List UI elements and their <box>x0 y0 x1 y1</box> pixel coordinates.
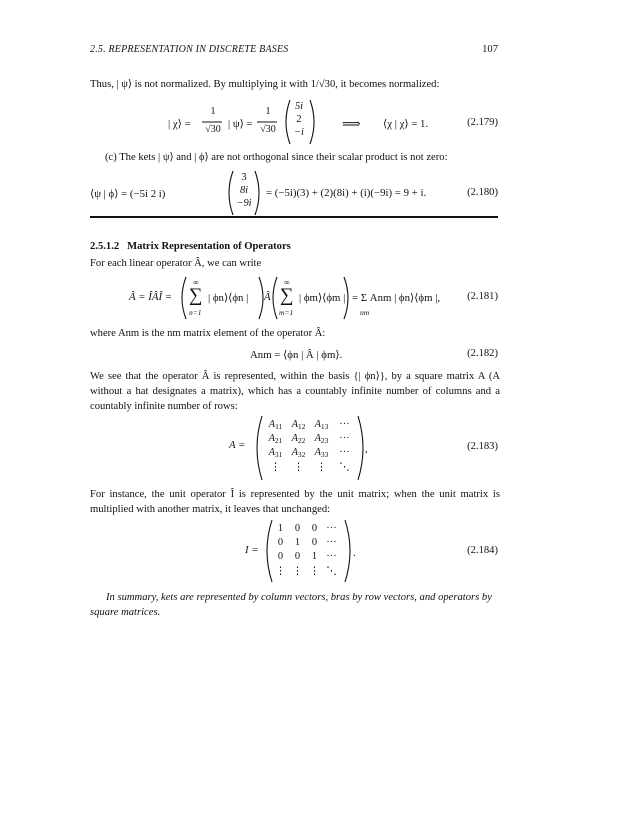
eq2181-left-paren-m <box>273 277 277 319</box>
eq2181-sum-bottom-m: m=1 <box>279 308 294 317</box>
eq2184-matrix-cell: 0 <box>277 551 284 562</box>
eq2184-matrix-cell: ⋮ <box>275 566 286 577</box>
eq2183-matrix-cell: $A_{31}$ <box>268 447 283 459</box>
eq2183-matrix-cell: $A_{23}$ <box>314 433 329 445</box>
eq2179-frac2-den: √30 <box>260 124 276 135</box>
eq2180-number: (2.180) <box>467 187 498 198</box>
eq2184-matrix-cell: 1 <box>294 537 301 548</box>
eq2180-rhs: = (−5i)(3) + (2)(8i) + (i)(−9i) = 9 + i. <box>266 187 427 199</box>
linear-operator-intro: For each linear operator Â, we can write <box>90 258 262 269</box>
eq2184-matrix-cell: ··· <box>326 551 337 562</box>
eq2184-matrix-cell: 0 <box>277 537 284 548</box>
eq2184-matrix-cell: ··· <box>326 537 337 548</box>
eq2184-matrix-cell: ⋮ <box>309 566 320 577</box>
eq2183-matrix-cell: ⋱ <box>339 462 350 473</box>
eq2180-right-paren <box>255 171 259 215</box>
eq2180-left-paren <box>229 171 233 215</box>
eq2180-col-entry: 8i <box>239 185 249 196</box>
eq2181-sum-top-m: ∞ <box>284 278 290 287</box>
eq2182-number: (2.182) <box>467 348 498 359</box>
eq2183-matrix-cell: $A_{21}$ <box>268 433 283 445</box>
eq2180-col-entry: 3 <box>241 172 247 183</box>
eq2184-matrix-cell: 0 <box>311 523 318 534</box>
eq2184-matrix-cell: 0 <box>294 523 301 534</box>
eq2184-matrix-cell: 1 <box>277 523 284 534</box>
eq2183-matrix-cell: $A_{22}$ <box>291 433 306 445</box>
eq2179-frac-num: 1 <box>210 106 216 117</box>
eq2183-matrix-cell: ··· <box>339 433 350 444</box>
eq2181-rhs-sub: nm <box>360 308 370 317</box>
eq2179-rhs: ⟨χ | χ⟩ = 1. <box>383 118 429 130</box>
eq2181-left-paren-n <box>182 277 186 319</box>
eq2181-a-hat: Â <box>264 291 271 303</box>
eq2180-col-entry: −9i <box>236 198 252 209</box>
eq2184-matrix-cell: 0 <box>311 537 318 548</box>
eq2181-inner-n: | ϕn⟩⟨ϕn | <box>208 292 249 304</box>
normalize-intro: Thus, | ψ⟩ is not normalized. By multiplying it with 1/√30, it becomes normalized: <box>90 79 440 90</box>
eq2180-lhs: ⟨ψ | ϕ⟩ = (−5i 2 i) <box>90 188 166 200</box>
eq2183-matrix-cell: $A_{11}$ <box>268 419 283 431</box>
eq2181-number: (2.181) <box>467 291 498 302</box>
eq2181-sum-top-n: ∞ <box>193 278 199 287</box>
eq2184-matrix-cell: ··· <box>326 523 337 534</box>
where-text: where Anm is the nm matrix element of the operator Â: <box>90 328 326 339</box>
eq2184-right-paren <box>345 520 350 582</box>
eq2184-lhs: I = <box>245 544 259 556</box>
eq2181-rhs: = Σ Anm | ϕn⟩⟨ϕm |, <box>352 292 441 304</box>
eq2184-matrix-cell: ⋮ <box>292 566 303 577</box>
eq2181-sum-n: ∑ <box>189 285 203 306</box>
eq2183-right-paren <box>358 416 363 480</box>
eq2183-number: (2.183) <box>467 441 498 452</box>
eq2183-matrix-cell: ⋮ <box>293 462 304 473</box>
page-number: 107 <box>482 44 498 55</box>
eq2179-implies-arrow: ⟹ <box>342 116 361 131</box>
eq2179-mid: | ψ⟩ = <box>228 118 253 130</box>
eq2179-right-paren <box>310 100 314 144</box>
eq2181-inner-m: | ϕm⟩⟨ϕm | <box>299 292 346 304</box>
eq2184-matrix-cell: 1 <box>311 551 318 562</box>
subsection-title: Matrix Representation of Operators <box>127 241 291 252</box>
eq2183-matrix-cell: ··· <box>339 419 350 430</box>
eq2179-col-entry: 5i <box>294 101 304 112</box>
unit-operator-paragraph: For instance, the unit operator Î is represented by the unit matrix; when the unit matrix is multiplied with another matrix, it leaves that unchanged: <box>90 489 500 515</box>
part-c-text: (c) The kets | ψ⟩ and | ϕ⟩ are not orthogonal since their scalar product is not zero: <box>105 152 448 163</box>
eq2183-matrix-cell: $A_{33}$ <box>314 447 329 459</box>
summary-paragraph: In summary, kets are represented by column vectors, bras by row vectors, and operators by square matrices. <box>90 592 492 618</box>
eq2179-number: (2.179) <box>467 117 498 128</box>
eq2184-tail: . <box>353 547 356 559</box>
eq2181-lhs: Â = ÎÂÎ = <box>129 291 173 303</box>
eq2184-left-paren <box>267 520 272 582</box>
eq2182-content: Anm = ⟨ϕn | Â | ϕm⟩. <box>250 349 343 361</box>
eq2181-right-paren-n <box>259 277 263 319</box>
subsection-number: 2.5.1.2 <box>90 241 120 252</box>
eq2183-matrix-cell: ⋮ <box>316 462 327 473</box>
eq2179-left-paren <box>286 100 290 144</box>
eq2179-lhs: | χ⟩ = <box>168 118 191 130</box>
eq2179-col-entry: 2 <box>296 114 302 125</box>
eq2183-matrix-cell: ··· <box>339 447 350 458</box>
eq2184-matrix-cell: ⋱ <box>326 566 337 577</box>
eq2179-col-entry: −i <box>294 127 304 138</box>
eq2183-matrix-cell: $A_{13}$ <box>314 419 329 431</box>
eq2179-frac2-num: 1 <box>265 106 271 117</box>
eq2184-matrix-cell: 0 <box>294 551 301 562</box>
eq2183-lhs: A = <box>229 439 246 451</box>
eq2179-frac-den: √30 <box>205 124 221 135</box>
running-header: 2.5. REPRESENTATION IN DISCRETE BASES <box>90 44 289 55</box>
eq2181-sum-bottom-n: n=1 <box>189 308 202 317</box>
eq2183-tail: , <box>365 443 368 455</box>
eq2181-right-paren-m <box>344 277 348 319</box>
eq2183-matrix-cell: ⋮ <box>270 462 281 473</box>
eq2183-matrix-cell: $A_{32}$ <box>291 447 306 459</box>
eq2184-number: (2.184) <box>467 545 498 556</box>
eq2183-matrix-cell: $A_{12}$ <box>291 419 306 431</box>
eq2183-left-paren <box>257 416 262 480</box>
represented-paragraph: We see that the operator Â is represented, within the basis {| ϕn⟩}, by a square matrix A (A without a hat designates a matrix), which has a countably infinite number of columns and a countably infinite number of rows: <box>90 371 500 412</box>
eq2181-sum-m: ∑ <box>280 285 294 306</box>
